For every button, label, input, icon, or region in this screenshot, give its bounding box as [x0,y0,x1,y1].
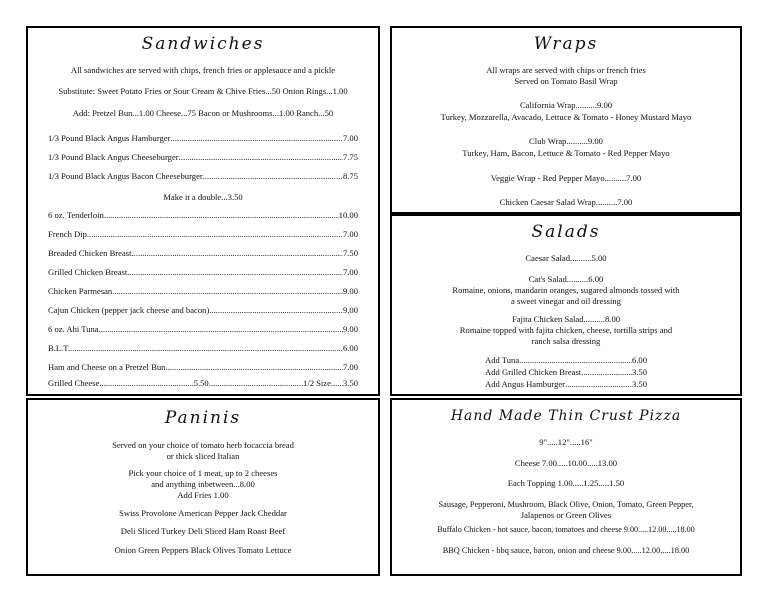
wrap-text: Chicken Caesar Salad Wrap..........7.00 [499,197,633,207]
double-note: Make it a double...3.50 [163,192,243,202]
addon-price: 6.00 [631,355,647,365]
item-price: 6.00 [342,343,358,353]
wrap-text: Served on Tomato Basil Wrap [514,76,618,86]
menu-item [48,305,358,316]
item-price: 9.00 [342,286,358,296]
item-price: 3.50 [342,378,358,388]
menu-item [48,210,358,221]
salad-addon [485,379,647,390]
pizza-text: Jalapenos or Green Olives [520,510,612,520]
item-name: 1/3 Pound Black Angus Bacon Cheeseburger [48,171,203,181]
menu-item [48,324,358,335]
wraps-section [390,26,742,214]
menu-item [48,343,358,354]
menu-item [48,171,358,182]
panini-text: Swiss Provolone American Pepper Jack Cheddar [119,508,287,518]
panini-text: Served on your choice of tomato herb focaccia bread [112,440,294,450]
pizza-section [390,398,742,576]
panini-text: or thick sliced Italian [166,451,240,461]
menu-item [48,152,358,163]
menu-item [48,229,358,240]
pizza-title: Hand Made Thin Crust Pizza [450,408,682,424]
item-price: 5.50 [193,378,209,388]
item-name: Ham and Cheese on a Pretzel Bun [48,362,166,372]
paninis-title: Paninis [164,408,242,428]
item-name: B.L.T. [48,343,71,353]
pizza-text: Buffalo Chicken - hot sauce, bacon, tomatoes and cheese 9.00.....12.00.....18.00 [437,525,695,534]
menu-item [48,362,358,373]
item-price: 7.00 [342,229,358,239]
salad-text: Romaine, onions, mandarin oranges, sugared almonds tossed with [452,285,680,295]
salad-text: Cat's Salad..........6.00 [528,274,604,284]
sandwiches-substitute: Substitute: Sweet Potato Fries or Sour Cream & Chive Fries...50 Onion Rings...1.00 [58,86,348,96]
pizza-text: BBQ Chicken - bbq sauce, bacon, onion and cheese 9.00.....12.00.....18.00 [442,546,690,555]
item-price: 7.75 [342,152,358,162]
item-price: 9.00 [342,305,358,315]
item-name: Cajun Chicken (pepper jack cheese and bacon) [48,305,210,315]
salad-addon [485,367,647,378]
menu-item [48,378,358,389]
item-price: 8.75 [342,171,358,181]
wrap-text: Veggie Wrap - Red Pepper Mayo..........7.00 [490,173,642,183]
addon-price: 3.50 [631,367,647,377]
item-name: 1/3 Pound Black Angus Hamburger [48,133,171,143]
menu-item [48,248,358,259]
sandwiches-section [26,26,380,396]
menu-item [48,267,358,278]
sandwiches-intro: All sandwiches are served with chips, french fries or applesauce and a pickle [70,65,336,75]
item-price: 7.00 [342,362,358,372]
wrap-text: All wraps are served with chips or french fries [486,65,646,75]
item-name: Breaded Chicken Breast [48,248,132,258]
addon-price: 3.50 [631,379,647,389]
addon-name: Add Grilled Chicken Breast [485,367,582,377]
item-price: 7.00 [342,267,358,277]
panini-text: Deli Sliced Turkey Deli Sliced Ham Roast Beef [120,526,286,536]
wrap-text: Turkey, Ham, Bacon, Lettuce & Tomato - Red Pepper Mayo [462,148,670,158]
panini-text: Pick your choice of 1 meat, up to 2 cheeses [128,468,278,478]
item-name: 6 oz. Tenderloin [48,210,104,220]
sandwiches-add: Add: Pretzel Bun...1.00 Cheese...75 Bacon or Mushrooms...1.00 Ranch...50 [72,108,334,118]
wrap-text: California Wrap..........9.00 [519,100,613,110]
item-name: Chicken Parmesan [48,286,113,296]
item-price: 9.00 [342,324,358,334]
item-name: 1/3 Pound Black Angus Cheeseburger [48,152,179,162]
item-half-size: 1/2 Size [303,378,331,388]
panini-text: Add Fries 1.00 [177,490,229,500]
salads-title: Salads [531,222,601,242]
sandwiches-title: Sandwiches [141,34,265,54]
panini-text: and anything inbetween...8.00 [151,479,255,489]
item-name: 6 oz. Ahi Tuna [48,324,99,334]
item-price: 7.50 [342,248,358,258]
item-name: French Dip [48,229,87,239]
wraps-title: Wraps [533,34,599,54]
pizza-text: Sausage, Pepperoni, Mushroom, Black Olive, Onion, Tomato, Green Pepper, [438,500,694,509]
item-price: 10.00 [338,210,358,220]
pizza-sizes: 9".....12".....16" [539,437,593,447]
pizza-text: Each Topping 1.00.....1.25.....1.50 [507,478,625,488]
wrap-text: Turkey, Mozzarella, Avacado, Lettuce & Tomato - Honey Mustard Mayo [440,112,692,122]
salad-text: a sweet vinegar and oil dressing [510,296,621,306]
pizza-text: Cheese 7.00.....10.00.....13.00 [514,458,618,468]
addon-name: Add Tuna [485,355,520,365]
menu-item [48,286,358,297]
wrap-text: Club Wrap..........9.00 [529,136,603,146]
menu-item [48,133,358,144]
salad-text: Romaine topped with fajita chicken, cheese, tortilla strips and [459,325,673,335]
item-name: Grilled Chicken Breast [48,267,128,277]
paninis-section [26,398,380,576]
salad-text: Fajita Chicken Salad..........8.00 [511,314,621,324]
salad-text: ranch salsa dressing [531,336,601,346]
addon-name: Add Angus Hamburger [485,379,566,389]
item-price: 7.00 [342,133,358,143]
salads-section [390,214,742,396]
item-name: Grilled Cheese [48,378,100,388]
salad-addon [485,355,647,366]
panini-text: Onion Green Peppers Black Olives Tomato Lettuce [114,545,292,555]
salad-text: Caesar Salad..........5.00 [525,253,607,263]
